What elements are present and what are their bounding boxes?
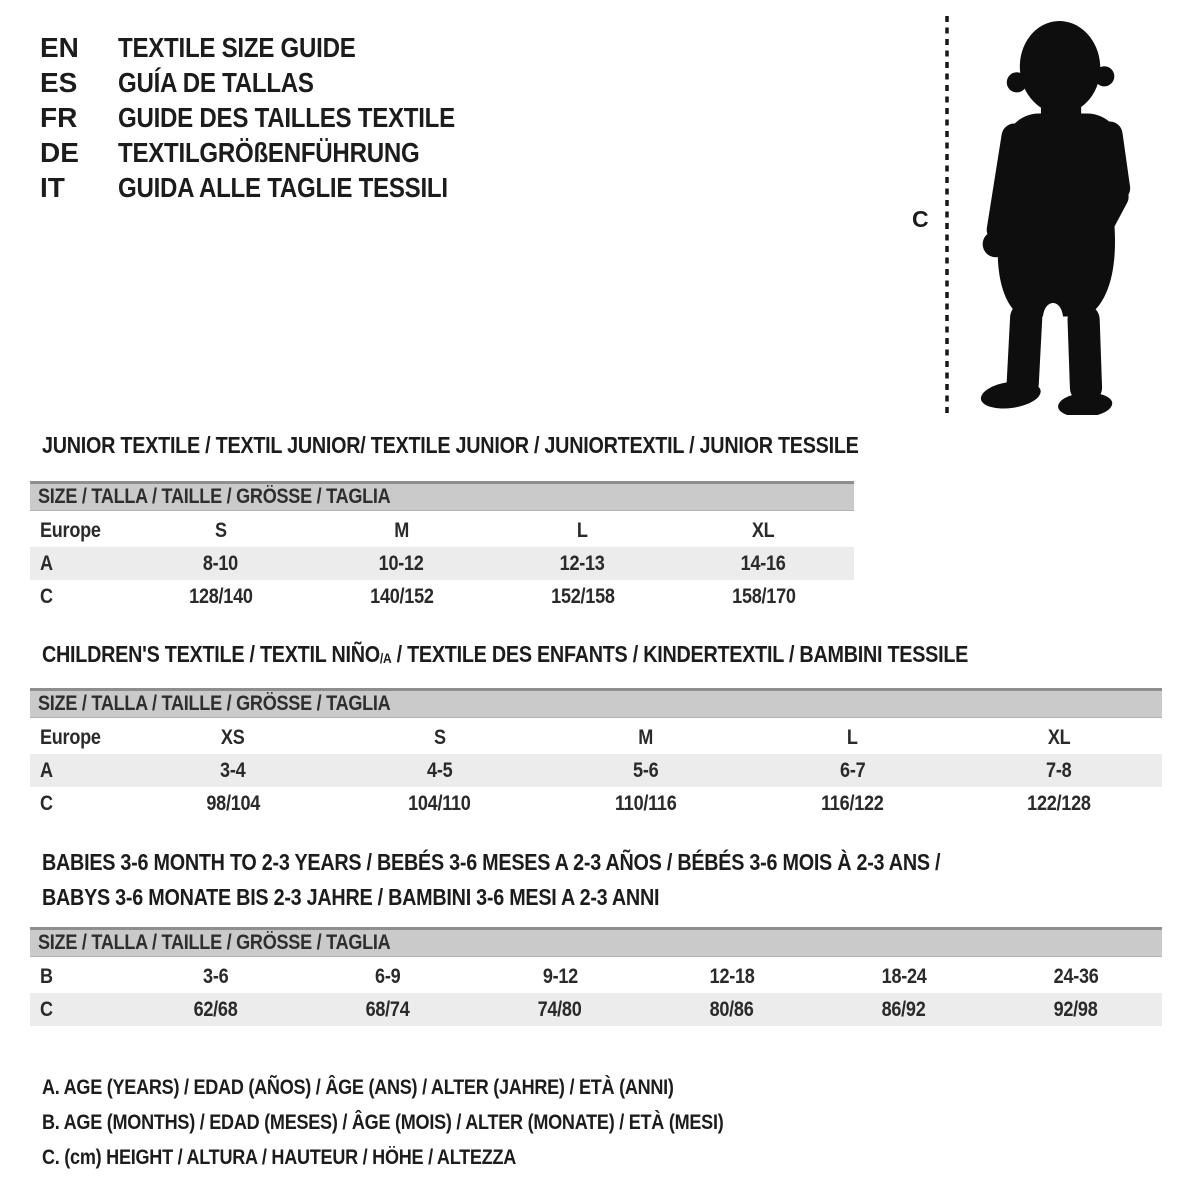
table-cell bbox=[749, 759, 955, 783]
cell-text: 12-18 bbox=[709, 964, 755, 988]
table-cell bbox=[311, 585, 492, 609]
table-cell bbox=[130, 585, 311, 609]
cell-text: 3-6 bbox=[203, 964, 229, 988]
cell-text: 9-12 bbox=[542, 964, 578, 988]
row-label bbox=[30, 965, 130, 989]
cell-text: L bbox=[847, 725, 858, 749]
table-cell bbox=[543, 726, 749, 750]
language-title: TEXTILGRÖßENFÜHRUNG bbox=[118, 136, 420, 168]
row-label bbox=[30, 585, 130, 609]
cell-text: 158/170 bbox=[731, 584, 796, 608]
babies-title-line1 bbox=[42, 849, 1087, 884]
language-code: DE bbox=[40, 136, 79, 168]
row-label bbox=[30, 759, 130, 783]
title-text: BABYS 3-6 MONATE BIS 2-3 JAHRE / BAMBINI 3-6 MESI A 2-3 ANNI bbox=[42, 884, 660, 910]
table-cell bbox=[474, 965, 646, 989]
table-cell bbox=[749, 726, 955, 750]
row-label-text: Europe bbox=[40, 725, 101, 749]
babies-section-title bbox=[42, 849, 1087, 919]
cell-text: M bbox=[638, 725, 654, 749]
table-cell bbox=[646, 965, 818, 989]
legend-text: B. AGE (MONTHS) / EDAD (MESES) / ÂGE (MOIS) / ALTER (MONATE) / ETÀ (MESI) bbox=[42, 1110, 724, 1134]
row-label-text: C bbox=[40, 584, 53, 608]
cell-text: 12-13 bbox=[560, 551, 605, 575]
table-cell bbox=[646, 998, 818, 1022]
cell-text: 4-5 bbox=[426, 758, 453, 782]
cell-text: 14-16 bbox=[741, 551, 786, 575]
table-cell bbox=[336, 792, 542, 816]
size-header-text: SIZE / TALLA / TAILLE / GRÖSSE / TAGLIA bbox=[38, 485, 391, 508]
row-label bbox=[30, 726, 130, 750]
row-label-text: B bbox=[40, 964, 53, 988]
cell-text: XS bbox=[221, 725, 245, 749]
language-title: GUIDE DES TAILLES TEXTILE bbox=[118, 101, 455, 133]
table-cell bbox=[956, 792, 1162, 816]
row-label bbox=[30, 792, 130, 816]
table-cell bbox=[130, 792, 336, 816]
row-label-text: A bbox=[40, 758, 53, 782]
height-dashed-line bbox=[943, 14, 951, 418]
legend-text: A. AGE (YEARS) / EDAD (AÑOS) / ÂGE (ANS) / ALTER (JAHRE) / ETÀ (ANNI) bbox=[42, 1075, 674, 1099]
cell-text: 68/74 bbox=[366, 997, 410, 1021]
table-row-height bbox=[30, 580, 854, 613]
language-title: TEXTILE SIZE GUIDE bbox=[118, 31, 356, 63]
table-cell bbox=[492, 552, 673, 576]
table-cell bbox=[956, 726, 1162, 750]
junior-section-title bbox=[42, 432, 992, 458]
cell-text: 6-9 bbox=[375, 964, 401, 988]
cell-text: 152/158 bbox=[550, 584, 615, 608]
language-title-list bbox=[40, 30, 510, 205]
cell-text: 5-6 bbox=[633, 758, 659, 782]
size-header-bar bbox=[30, 688, 1162, 718]
language-row-de bbox=[40, 135, 510, 170]
row-label-text: A bbox=[40, 551, 53, 575]
row-label bbox=[30, 552, 130, 576]
table-cell bbox=[956, 759, 1162, 783]
table-cell bbox=[673, 585, 854, 609]
row-label-text: Europe bbox=[40, 518, 101, 542]
table-cell bbox=[673, 552, 854, 576]
row-label bbox=[30, 519, 130, 543]
title-text: CHILDREN'S TEXTILE / TEXTIL NIÑO bbox=[42, 641, 380, 667]
cell-text: S bbox=[214, 518, 227, 542]
cell-text: 80/86 bbox=[710, 997, 754, 1021]
row-label-text: C bbox=[40, 997, 53, 1021]
table-row-height bbox=[30, 993, 1162, 1026]
language-code: FR bbox=[40, 101, 78, 133]
children-section-title bbox=[42, 641, 1119, 671]
table-cell bbox=[492, 585, 673, 609]
legend-line-a bbox=[42, 1070, 777, 1105]
cell-text: S bbox=[433, 725, 446, 749]
legend-line-b bbox=[42, 1105, 834, 1140]
cell-text: 7-8 bbox=[1046, 758, 1072, 782]
table-cell bbox=[818, 965, 990, 989]
cell-text: 110/116 bbox=[615, 791, 677, 815]
table-cell bbox=[749, 792, 955, 816]
cell-text: 116/122 bbox=[821, 791, 884, 815]
table-cell bbox=[673, 519, 854, 543]
babies-size-table bbox=[30, 927, 1162, 1026]
table-cell bbox=[130, 998, 302, 1022]
children-size-table bbox=[30, 688, 1162, 820]
size-header-text: SIZE / TALLA / TAILLE / GRÖSSE / TAGLIA bbox=[38, 931, 391, 954]
language-row-en bbox=[40, 30, 510, 65]
table-cell bbox=[302, 965, 474, 989]
legend-line-c bbox=[42, 1140, 593, 1175]
table-cell bbox=[130, 519, 311, 543]
language-title: GUÍA DE TALLAS bbox=[118, 66, 314, 98]
cell-text: 18-24 bbox=[881, 964, 927, 988]
table-row-age bbox=[30, 754, 1162, 787]
cell-text: L bbox=[577, 518, 588, 542]
cell-text: 122/128 bbox=[1027, 791, 1091, 815]
table-cell bbox=[818, 998, 990, 1022]
table-cell bbox=[543, 759, 749, 783]
cell-text: 8-10 bbox=[202, 551, 239, 575]
cell-text: M bbox=[394, 518, 409, 542]
title-text: BABIES 3-6 MONTH TO 2-3 YEARS / BEBÉS 3-6 MESES A 2-3 AÑOS / BÉBÉS 3-6 MOIS À 2-3 ANS / bbox=[42, 849, 941, 875]
size-header-text: SIZE / TALLA / TAILLE / GRÖSSE / TAGLIA bbox=[38, 692, 391, 715]
cell-text: 74/80 bbox=[538, 997, 582, 1021]
table-row-age bbox=[30, 547, 854, 580]
table-cell bbox=[990, 965, 1162, 989]
table-cell bbox=[130, 759, 336, 783]
table-cell bbox=[336, 726, 542, 750]
table-cell bbox=[130, 726, 336, 750]
size-header-bar bbox=[30, 481, 854, 511]
table-row-europe bbox=[30, 721, 1162, 754]
cell-text: 3-4 bbox=[220, 758, 246, 782]
legend-text: C. (cm) HEIGHT / ALTURA / HAUTEUR / HÖHE / ALTEZZA bbox=[42, 1145, 517, 1169]
toddler-silhouette-icon bbox=[960, 13, 1146, 415]
cell-text: 24-36 bbox=[1053, 964, 1099, 988]
junior-section-title-text: JUNIOR TEXTILE / TEXTIL JUNIOR/ TEXTILE JUNIOR / JUNIORTEXTIL / JUNIOR TESSILE bbox=[42, 432, 859, 458]
language-code: EN bbox=[40, 31, 79, 63]
cell-text: 104/110 bbox=[408, 791, 471, 815]
language-title: GUIDA ALLE TAGLIE TESSILI bbox=[118, 171, 448, 203]
size-header-bar bbox=[30, 927, 1162, 957]
cell-text: 92/98 bbox=[1054, 997, 1098, 1021]
title-subscript: /A bbox=[379, 650, 392, 666]
table-cell bbox=[311, 552, 492, 576]
junior-size-table bbox=[30, 481, 854, 613]
table-cell bbox=[130, 552, 311, 576]
language-code: ES bbox=[40, 66, 78, 98]
children-section-title-text bbox=[42, 641, 968, 671]
row-label-text: C bbox=[40, 791, 53, 815]
cell-text: 10-12 bbox=[379, 551, 424, 575]
table-row-age-months bbox=[30, 960, 1162, 993]
table-cell bbox=[311, 519, 492, 543]
table-cell bbox=[543, 792, 749, 816]
table-row-europe bbox=[30, 514, 854, 547]
title-text: / TEXTILE DES ENFANTS / KINDERTEXTIL / BAMBINI TESSILE bbox=[391, 641, 969, 667]
babies-title-line2 bbox=[42, 884, 1087, 919]
cell-text: 128/140 bbox=[188, 584, 253, 608]
language-row-es bbox=[40, 65, 510, 100]
table-cell bbox=[474, 998, 646, 1022]
cell-text: 6-7 bbox=[839, 758, 866, 782]
cell-text: 86/92 bbox=[882, 997, 926, 1021]
cell-text: XL bbox=[1047, 725, 1071, 749]
cell-text: XL bbox=[752, 518, 775, 542]
language-code: IT bbox=[40, 171, 65, 203]
cell-text: 98/104 bbox=[206, 791, 261, 815]
cell-text: 140/152 bbox=[369, 584, 434, 608]
table-cell bbox=[130, 965, 302, 989]
table-cell bbox=[492, 519, 673, 543]
cell-text: 62/68 bbox=[194, 997, 238, 1021]
table-cell bbox=[302, 998, 474, 1022]
language-row-it bbox=[40, 170, 510, 205]
language-row-fr bbox=[40, 100, 510, 135]
table-cell bbox=[990, 998, 1162, 1022]
height-measure-label: C bbox=[912, 206, 929, 232]
table-cell bbox=[336, 759, 542, 783]
table-row-height bbox=[30, 787, 1162, 820]
row-label bbox=[30, 998, 130, 1022]
